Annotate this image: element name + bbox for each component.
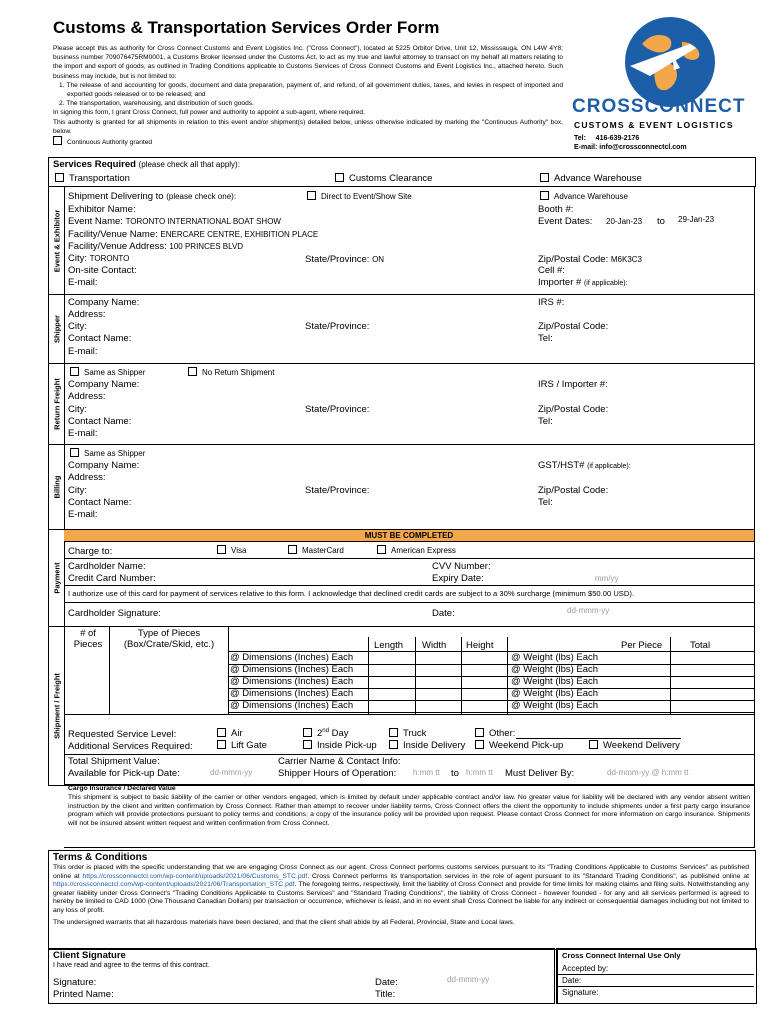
brand-contact bbox=[574, 134, 687, 152]
shipper-irs-field[interactable]: IRS #: bbox=[538, 297, 565, 308]
facility-value[interactable]: ENERCARE CENTRE, EXHIBITION PLACE bbox=[160, 230, 319, 239]
total-value-field[interactable]: Total Shipment Value: bbox=[68, 756, 160, 767]
client-date-input[interactable]: dd-mmm-yy bbox=[447, 975, 490, 984]
air-checkbox[interactable] bbox=[217, 728, 226, 737]
page-title: Customs & Transportation Services Order Form bbox=[53, 18, 440, 37]
tel-label: Tel: bbox=[574, 135, 586, 142]
dimensions-row-label: @ Dimensions (Inches) Each bbox=[230, 688, 354, 699]
customs-clearance-checkbox[interactable] bbox=[335, 173, 344, 182]
other-checkbox[interactable] bbox=[475, 728, 484, 737]
must-complete-banner: MUST BE COMPLETED bbox=[64, 529, 754, 542]
cvv-field[interactable]: CVV Number: bbox=[432, 561, 491, 572]
importer-field[interactable]: Importer # bbox=[538, 277, 582, 288]
gst-field[interactable]: GST/HST# bbox=[538, 460, 585, 471]
event-date-to[interactable]: 29-Jan-23 bbox=[678, 215, 715, 224]
services-heading: Services Required bbox=[53, 159, 136, 170]
billing-city-field[interactable]: City: bbox=[68, 485, 87, 496]
billing-section bbox=[64, 444, 755, 530]
header-width: Width bbox=[422, 640, 447, 651]
return-same-checkbox[interactable] bbox=[70, 367, 79, 376]
intro-list-item: 2. The transportation, warehousing, and distribution of such goods. bbox=[59, 100, 254, 108]
continuous-authority-label: Continuous Authority granted bbox=[67, 139, 153, 147]
carrier-field[interactable]: Carrier Name & Contact Info: bbox=[278, 756, 401, 767]
return-email-field[interactable]: E-mail: bbox=[68, 428, 98, 439]
shipper-city-field[interactable]: City: bbox=[68, 321, 87, 332]
event-date-from[interactable]: 20-Jan-23 bbox=[606, 217, 643, 226]
header-length: Length bbox=[374, 640, 404, 651]
intro-paragraph: In signing this form, I grant Cross Connect, full power and authority to appoint a sub-agent, where required. bbox=[53, 109, 365, 117]
transport-stc-link[interactable]: https://crossconnectcl.com/wp-content/uploads/2021/06/Transportation_STC.pdf bbox=[53, 881, 295, 889]
authorize-text: I authorize use of this card for payment of services relative to this form. I acknowledge that declined credit cards are subject to a 30% surcharge (minimum $50.00 USD). bbox=[68, 589, 634, 598]
mastercard-checkbox[interactable] bbox=[288, 545, 297, 554]
direct-to-site-checkbox[interactable] bbox=[307, 191, 316, 200]
section-label-shipper: Shipper bbox=[48, 294, 65, 364]
client-agree: I have read and agree to the terms of this contract. bbox=[53, 962, 210, 969]
header-pieces: Pieces bbox=[73, 639, 103, 650]
weight-row-label: @ Weight (lbs) Each bbox=[511, 664, 599, 675]
booth-field[interactable]: Booth #: bbox=[538, 204, 574, 215]
email-label: E-mail: bbox=[574, 144, 598, 151]
return-company-field[interactable]: Company Name: bbox=[68, 379, 140, 390]
no-return-checkbox[interactable] bbox=[188, 367, 197, 376]
transportation-checkbox[interactable] bbox=[55, 173, 64, 182]
shipper-contact-field[interactable]: Contact Name: bbox=[68, 333, 132, 344]
payment-section bbox=[64, 529, 755, 627]
service-level-label: Requested Service Level: bbox=[68, 729, 177, 740]
direct-to-site-label: Direct to Event/Show Site bbox=[321, 192, 412, 201]
available-date-input[interactable]: dd-mmm-yy bbox=[210, 768, 253, 777]
internal-date-field[interactable]: Date: bbox=[562, 976, 582, 985]
intro-paragraph: This authority is granted for all shipments in relation to this event and/or shipment(s) detailed below, unless otherwise indicated by marking the "Continuous Authority" box, below. bbox=[53, 118, 563, 135]
weight-row-label: @ Weight (lbs) Each bbox=[511, 652, 599, 663]
cardholder-name-field[interactable]: Cardholder Name: bbox=[68, 561, 146, 572]
dimensions-row-label: @ Dimensions (Inches) Each bbox=[230, 652, 354, 663]
dimensions-row-label: @ Dimensions (Inches) Each bbox=[230, 664, 354, 675]
billing-address-field[interactable]: Address: bbox=[68, 472, 106, 483]
dimensions-row-label: @ Dimensions (Inches) Each bbox=[230, 676, 354, 687]
exhibitor-name-field[interactable]: Exhibitor Name: bbox=[68, 204, 136, 215]
payment-date-label: Date: bbox=[432, 608, 455, 619]
weekend-pickup-checkbox[interactable] bbox=[475, 740, 484, 749]
terms-heading: Terms & Conditions bbox=[53, 852, 148, 863]
brand-name: CROSSCONNECT bbox=[572, 96, 746, 117]
section-label-return: Return Freight bbox=[48, 363, 65, 445]
return-contact-field[interactable]: Contact Name: bbox=[68, 416, 132, 427]
billing-zip-field[interactable]: Zip/Postal Code: bbox=[538, 485, 609, 496]
header-type-examples: (Box/Crate/Skid, etc.) bbox=[123, 639, 215, 650]
intro-list-item: 1. The release of and accounting for goods, document and data preparation, payment of, and refund, of all government duties, taxes, and levies in respect of imported and exported goods released or to be released; and bbox=[59, 81, 563, 99]
section-label-freight: Shipment / Freight bbox=[48, 626, 65, 786]
shipper-tel-field[interactable]: Tel: bbox=[538, 333, 553, 344]
truck-checkbox[interactable] bbox=[389, 728, 398, 737]
advance-warehouse-checkbox[interactable] bbox=[540, 173, 549, 182]
onsite-contact-field[interactable]: On-site Contact: bbox=[68, 265, 137, 276]
hazardous-text: The undersigned warrants that all hazardous materials have been declared, and that the client shall abide by all Federal, Provincial, State and Local laws. bbox=[53, 918, 515, 926]
services-note: (please check all that apply): bbox=[138, 160, 240, 169]
header-per-piece: Per Piece bbox=[621, 640, 663, 651]
terms-text: This order is placed with the specific understanding that we are engaging Cross Connect as our agent. Cross Connect performs customs services pursuant to its "Trading Conditions Applicable to Customs Services" as published online at https://crossconnectcl.com/wp-content/uploads/2021/06/Customs_STC.pdf. Cross Connect performs its transportation services in the role of agent pursuant to its "Standard Trading Conditions", as published online at https://crossconnectcl.com/wp-content/uploads/2021/06/Transportation_STC.pdf. The foregoing terms, respectively, limit the liability of Cross Connect and provide for time limits for making claims and filing suits. Notwithstanding any greater liability under Cross Connect's "Trading Conditions Applicable to Customs Services" and "Standard Trading Conditions", the liability of Cross Connect - however founded - for any and all services performed is agreed to hereby be limited to CAD 1000 (One Thousand Canadian Dollars) per transaction or occurrence, whichever is least, and in no event shall Cross Connect be liable for any indirect or consequential damages including but not limited to any loss of profit. The undersigned warrants that all hazardous materials have been declared, and that the client shall abide by all Federal, Provincial, State and Local laws. bbox=[53, 864, 749, 926]
return-city-field[interactable]: City: bbox=[68, 404, 87, 415]
shipper-address-field[interactable]: Address: bbox=[68, 309, 106, 320]
liftgate-checkbox[interactable] bbox=[217, 740, 226, 749]
cardholder-signature-field[interactable]: Cardholder Signature: bbox=[68, 608, 161, 619]
section-label-exhibitor: Event & Exhibitor bbox=[48, 186, 65, 295]
internal-signature-field[interactable]: Signature: bbox=[562, 988, 599, 997]
weight-row-label: @ Weight (lbs) Each bbox=[511, 688, 599, 699]
internal-heading: Cross Connect Internal Use Only bbox=[562, 951, 681, 960]
freight-row-divider bbox=[228, 712, 754, 713]
second-day-checkbox[interactable] bbox=[303, 728, 312, 737]
return-tel-field[interactable]: Tel: bbox=[538, 416, 553, 427]
expiry-label: Expiry Date: bbox=[432, 573, 484, 584]
exhibitor-email-field[interactable]: E-mail: bbox=[68, 277, 98, 288]
credit-card-number-field[interactable]: Credit Card Number: bbox=[68, 573, 156, 584]
header-total: Total bbox=[690, 640, 711, 651]
dimensions-row-label: @ Dimensions (Inches) Each bbox=[230, 700, 354, 711]
zip-value[interactable]: M6K3C3 bbox=[610, 255, 642, 264]
brand-tagline: CUSTOMS & EVENT LOGISTICS bbox=[574, 120, 734, 130]
printed-name-field[interactable]: Printed Name: bbox=[53, 989, 114, 1000]
amex-checkbox[interactable] bbox=[377, 545, 386, 554]
hours-label: Shipper Hours of Operation: bbox=[278, 768, 397, 779]
inside-delivery-checkbox[interactable] bbox=[389, 740, 398, 749]
tel-value: 416-639-2176 bbox=[595, 135, 640, 142]
advance-warehouse-delivery-checkbox[interactable] bbox=[540, 191, 549, 200]
available-date-label: Available for Pick-up Date: bbox=[68, 768, 180, 779]
customs-clearance-label: Customs Clearance bbox=[349, 173, 433, 184]
header-height: Height bbox=[466, 640, 494, 651]
inside-pickup-checkbox[interactable] bbox=[303, 740, 312, 749]
cell-field[interactable]: Cell #: bbox=[538, 265, 565, 276]
cargo-heading: Cargo Insurance / Declared Value bbox=[68, 785, 176, 792]
client-heading: Client Signature bbox=[53, 950, 126, 961]
payment-date-input[interactable]: dd-mmm-yy bbox=[567, 606, 610, 615]
shipper-email-field[interactable]: E-mail: bbox=[68, 346, 98, 357]
weight-row-label: @ Weight (lbs) Each bbox=[511, 676, 599, 687]
return-state-field[interactable]: State/Province: bbox=[305, 404, 370, 415]
advance-warehouse-label: Advance Warehouse bbox=[554, 173, 642, 184]
header-num: # of bbox=[80, 628, 96, 639]
return-irs-field[interactable]: IRS / Importer #: bbox=[538, 379, 608, 390]
header-type: Type of Pieces bbox=[137, 628, 201, 639]
weight-row-label: @ Weight (lbs) Each bbox=[511, 700, 599, 711]
return-section bbox=[64, 363, 755, 445]
section-label-payment: Payment bbox=[48, 529, 65, 627]
client-title-field[interactable]: Title: bbox=[375, 989, 396, 1000]
must-deliver-input[interactable]: dd-mmm-yy @ h:mm tt bbox=[607, 768, 689, 777]
event-name-value[interactable]: TORONTO INTERNATIONAL BOAT SHOW bbox=[125, 217, 281, 226]
must-deliver-label: Must Deliver By: bbox=[505, 768, 575, 779]
shipper-state-field[interactable]: State/Province: bbox=[305, 321, 370, 332]
delivering-label: Shipment Delivering to bbox=[68, 191, 164, 202]
address-value[interactable]: 100 PRINCES BLVD bbox=[169, 242, 244, 251]
hours-to-input[interactable]: h:mm tt bbox=[466, 768, 493, 777]
billing-same-checkbox[interactable] bbox=[70, 448, 79, 457]
shipper-company-field[interactable]: Company Name: bbox=[68, 297, 140, 308]
expiry-input[interactable]: mm/yy bbox=[595, 574, 619, 583]
shipper-zip-field[interactable]: Zip/Postal Code: bbox=[538, 321, 609, 332]
client-signature-field[interactable]: Signature: bbox=[53, 977, 97, 988]
intro-text bbox=[53, 44, 563, 147]
return-zip-field[interactable]: Zip/Postal Code: bbox=[538, 404, 609, 415]
city-value[interactable]: TORONTO bbox=[89, 254, 130, 263]
customs-stc-link[interactable]: https://crossconnectcl.com/wp-content/uploads/2021/06/Customs_STC.pdf bbox=[82, 872, 308, 880]
visa-checkbox[interactable] bbox=[217, 545, 226, 554]
accepted-by-field[interactable]: Accepted by: bbox=[562, 964, 609, 973]
shipper-section bbox=[64, 294, 755, 364]
transportation-label: Transportation bbox=[69, 173, 130, 184]
additional-services-label: Additional Services Required: bbox=[68, 741, 193, 752]
state-value[interactable]: ON bbox=[372, 255, 385, 264]
continuous-authority-checkbox[interactable] bbox=[53, 136, 62, 145]
section-label-billing: Billing bbox=[48, 444, 65, 530]
hours-from-input[interactable]: h:mm tt bbox=[413, 768, 440, 777]
return-address-field[interactable]: Address: bbox=[68, 391, 106, 402]
cargo-text: This shipment is subject to basic liability of the carrier or other vendors engaged, which is limited by default under applicable contract and/or law. No greater value for liability will be declared with any vendor absent written instruction by the client and written confirmation by Cross Connect. Rather than attempt to recover under liability terms, Cross Connect offers the client the opportunity to include shipments under a first party cargo insurance program which will provide protections pursuant to policy terms and conditions; a copy of the insurance policy will be provided upon request. Please contact Cross Connect for more information on cargo insurance. Shipments will not be insured absent written request and written confirmation from Cross Connect. bbox=[68, 794, 750, 827]
charge-to-label: Charge to: bbox=[68, 546, 113, 557]
advance-warehouse-delivery-label: Advance Warehouse bbox=[554, 192, 628, 201]
billing-contact-field[interactable]: Contact Name: bbox=[68, 497, 132, 508]
client-date-label: Date: bbox=[375, 977, 398, 988]
billing-tel-field[interactable]: Tel: bbox=[538, 497, 553, 508]
email-value: info@crossconnectcl.com bbox=[599, 144, 687, 151]
billing-email-field[interactable]: E-mail: bbox=[68, 509, 98, 520]
intro-paragraph: Please accept this as authority for Cross Connect Customs and Event Logistics Inc. ("Cross Connect"), located at 5225 Orbitor Drive, Unit 12, Mississauga, ON L4W 4Y8; business number 709076475RM0001, a Customs Broker licensed under the Customs Act, to act as my true and lawful attorney to transact on my behalf all matters relating to the import and export of goods, as outlined in Trading Conditions applicable to Customs Services of Cross Connect Customs and Event Logistics Inc., attached hereto. Such business may include, but is not limited to: bbox=[53, 45, 563, 80]
billing-company-field[interactable]: Company Name: bbox=[68, 460, 140, 471]
weekend-delivery-checkbox[interactable] bbox=[589, 740, 598, 749]
billing-state-field[interactable]: State/Province: bbox=[305, 485, 370, 496]
